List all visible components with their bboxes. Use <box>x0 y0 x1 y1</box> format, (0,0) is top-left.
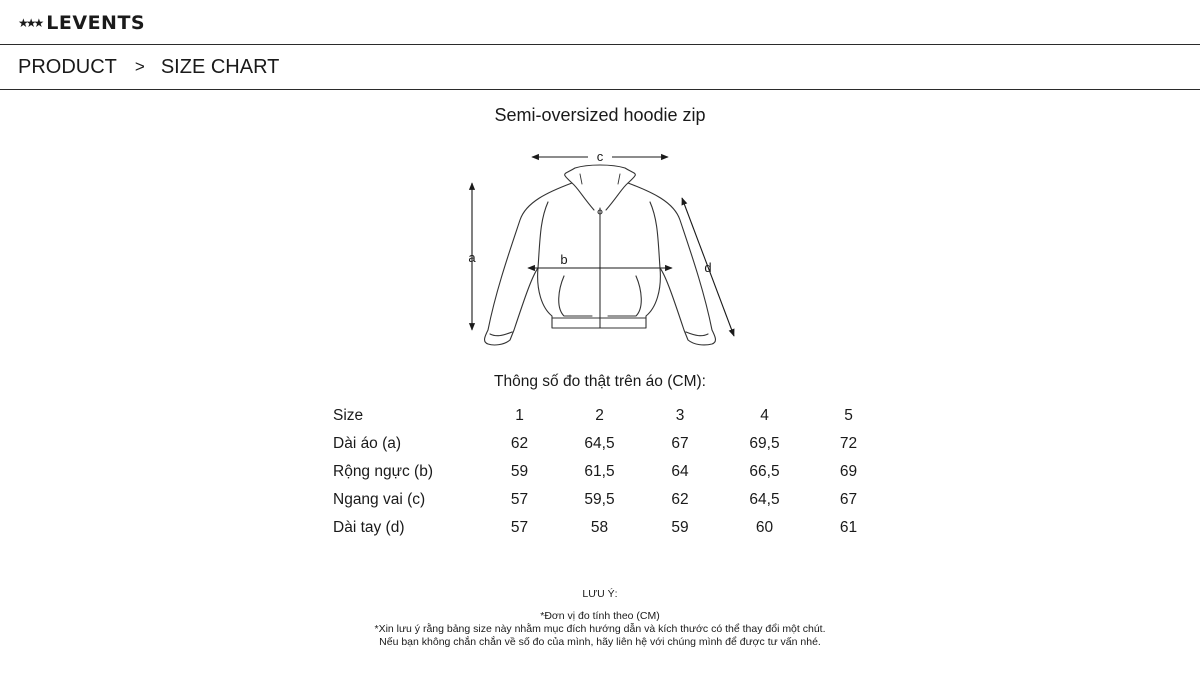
table-cell: 69,5 <box>749 435 780 452</box>
size-col-header: 5 <box>844 407 853 424</box>
label-a: a <box>468 250 476 265</box>
table-row <box>333 430 885 458</box>
top-bar <box>0 0 1200 45</box>
logo-stars-icon: ★★★ <box>18 16 42 30</box>
label-b: b <box>560 252 568 267</box>
product-title: Semi-oversized hoodie zip <box>494 105 706 125</box>
table-cell: 64 <box>671 463 689 480</box>
size-header-label: Size <box>333 407 364 424</box>
note-line: *Xin lưu ý rằng bảng size này nhằm mục đích hướng dẫn và kích thước có thể thay đổi một chút. <box>374 623 826 635</box>
size-col-header: 1 <box>515 407 524 424</box>
table-row <box>333 486 885 514</box>
size-col-header: 3 <box>675 407 685 424</box>
breadcrumb-separator: > <box>134 57 145 76</box>
table-cell: 66,5 <box>749 463 780 480</box>
table-caption: Thông số đo thật trên áo (CM): <box>494 373 706 390</box>
row-label: Dài áo (a) <box>333 435 402 452</box>
table-row <box>333 402 885 430</box>
table-cell: 67 <box>671 435 689 452</box>
row-label: Dài tay (d) <box>333 519 405 536</box>
table-cell: 67 <box>839 491 858 508</box>
table-cell: 72 <box>839 435 858 452</box>
label-d: d <box>704 260 712 275</box>
table-cell: 62 <box>671 491 689 508</box>
table-row <box>333 458 885 486</box>
notes-section <box>0 588 1200 649</box>
size-table <box>333 402 885 542</box>
table-cell: 61 <box>839 519 858 536</box>
notes-heading: LƯU Ý: <box>582 588 618 600</box>
table-cell: 59,5 <box>584 491 615 508</box>
note-line: Nếu bạn không chắn chắn về số đo của mình, hãy liên hệ với chúng mình để được tư vấn nhé. <box>379 636 821 648</box>
row-label: Rộng ngực (b) <box>333 463 433 480</box>
table-cell: 64,5 <box>749 491 780 508</box>
label-c: c <box>596 149 604 164</box>
row-label: Ngang vai (c) <box>333 491 426 508</box>
table-cell: 61,5 <box>584 463 615 480</box>
table-row <box>333 514 885 542</box>
brand-logo[interactable] <box>18 12 145 34</box>
breadcrumb <box>0 45 1200 90</box>
size-col-header: 4 <box>760 407 769 424</box>
hoodie-measurement-diagram <box>460 140 760 355</box>
breadcrumb-product-link[interactable]: PRODUCT <box>18 55 117 78</box>
note-line: *Đơn vị đo tính theo (CM) <box>540 610 660 622</box>
table-cell: 59 <box>671 519 689 536</box>
table-cell: 57 <box>510 519 529 536</box>
size-col-header: 2 <box>595 407 604 424</box>
table-cell: 60 <box>755 519 774 536</box>
breadcrumb-current: SIZE CHART <box>160 55 280 78</box>
table-cell: 69 <box>839 463 858 480</box>
table-cell: 59 <box>510 463 529 480</box>
table-cell: 57 <box>510 491 529 508</box>
table-cell: 64,5 <box>584 435 615 452</box>
logo-text: LEVENTS <box>46 12 146 34</box>
table-cell: 58 <box>590 519 609 536</box>
table-cell: 62 <box>510 435 529 452</box>
